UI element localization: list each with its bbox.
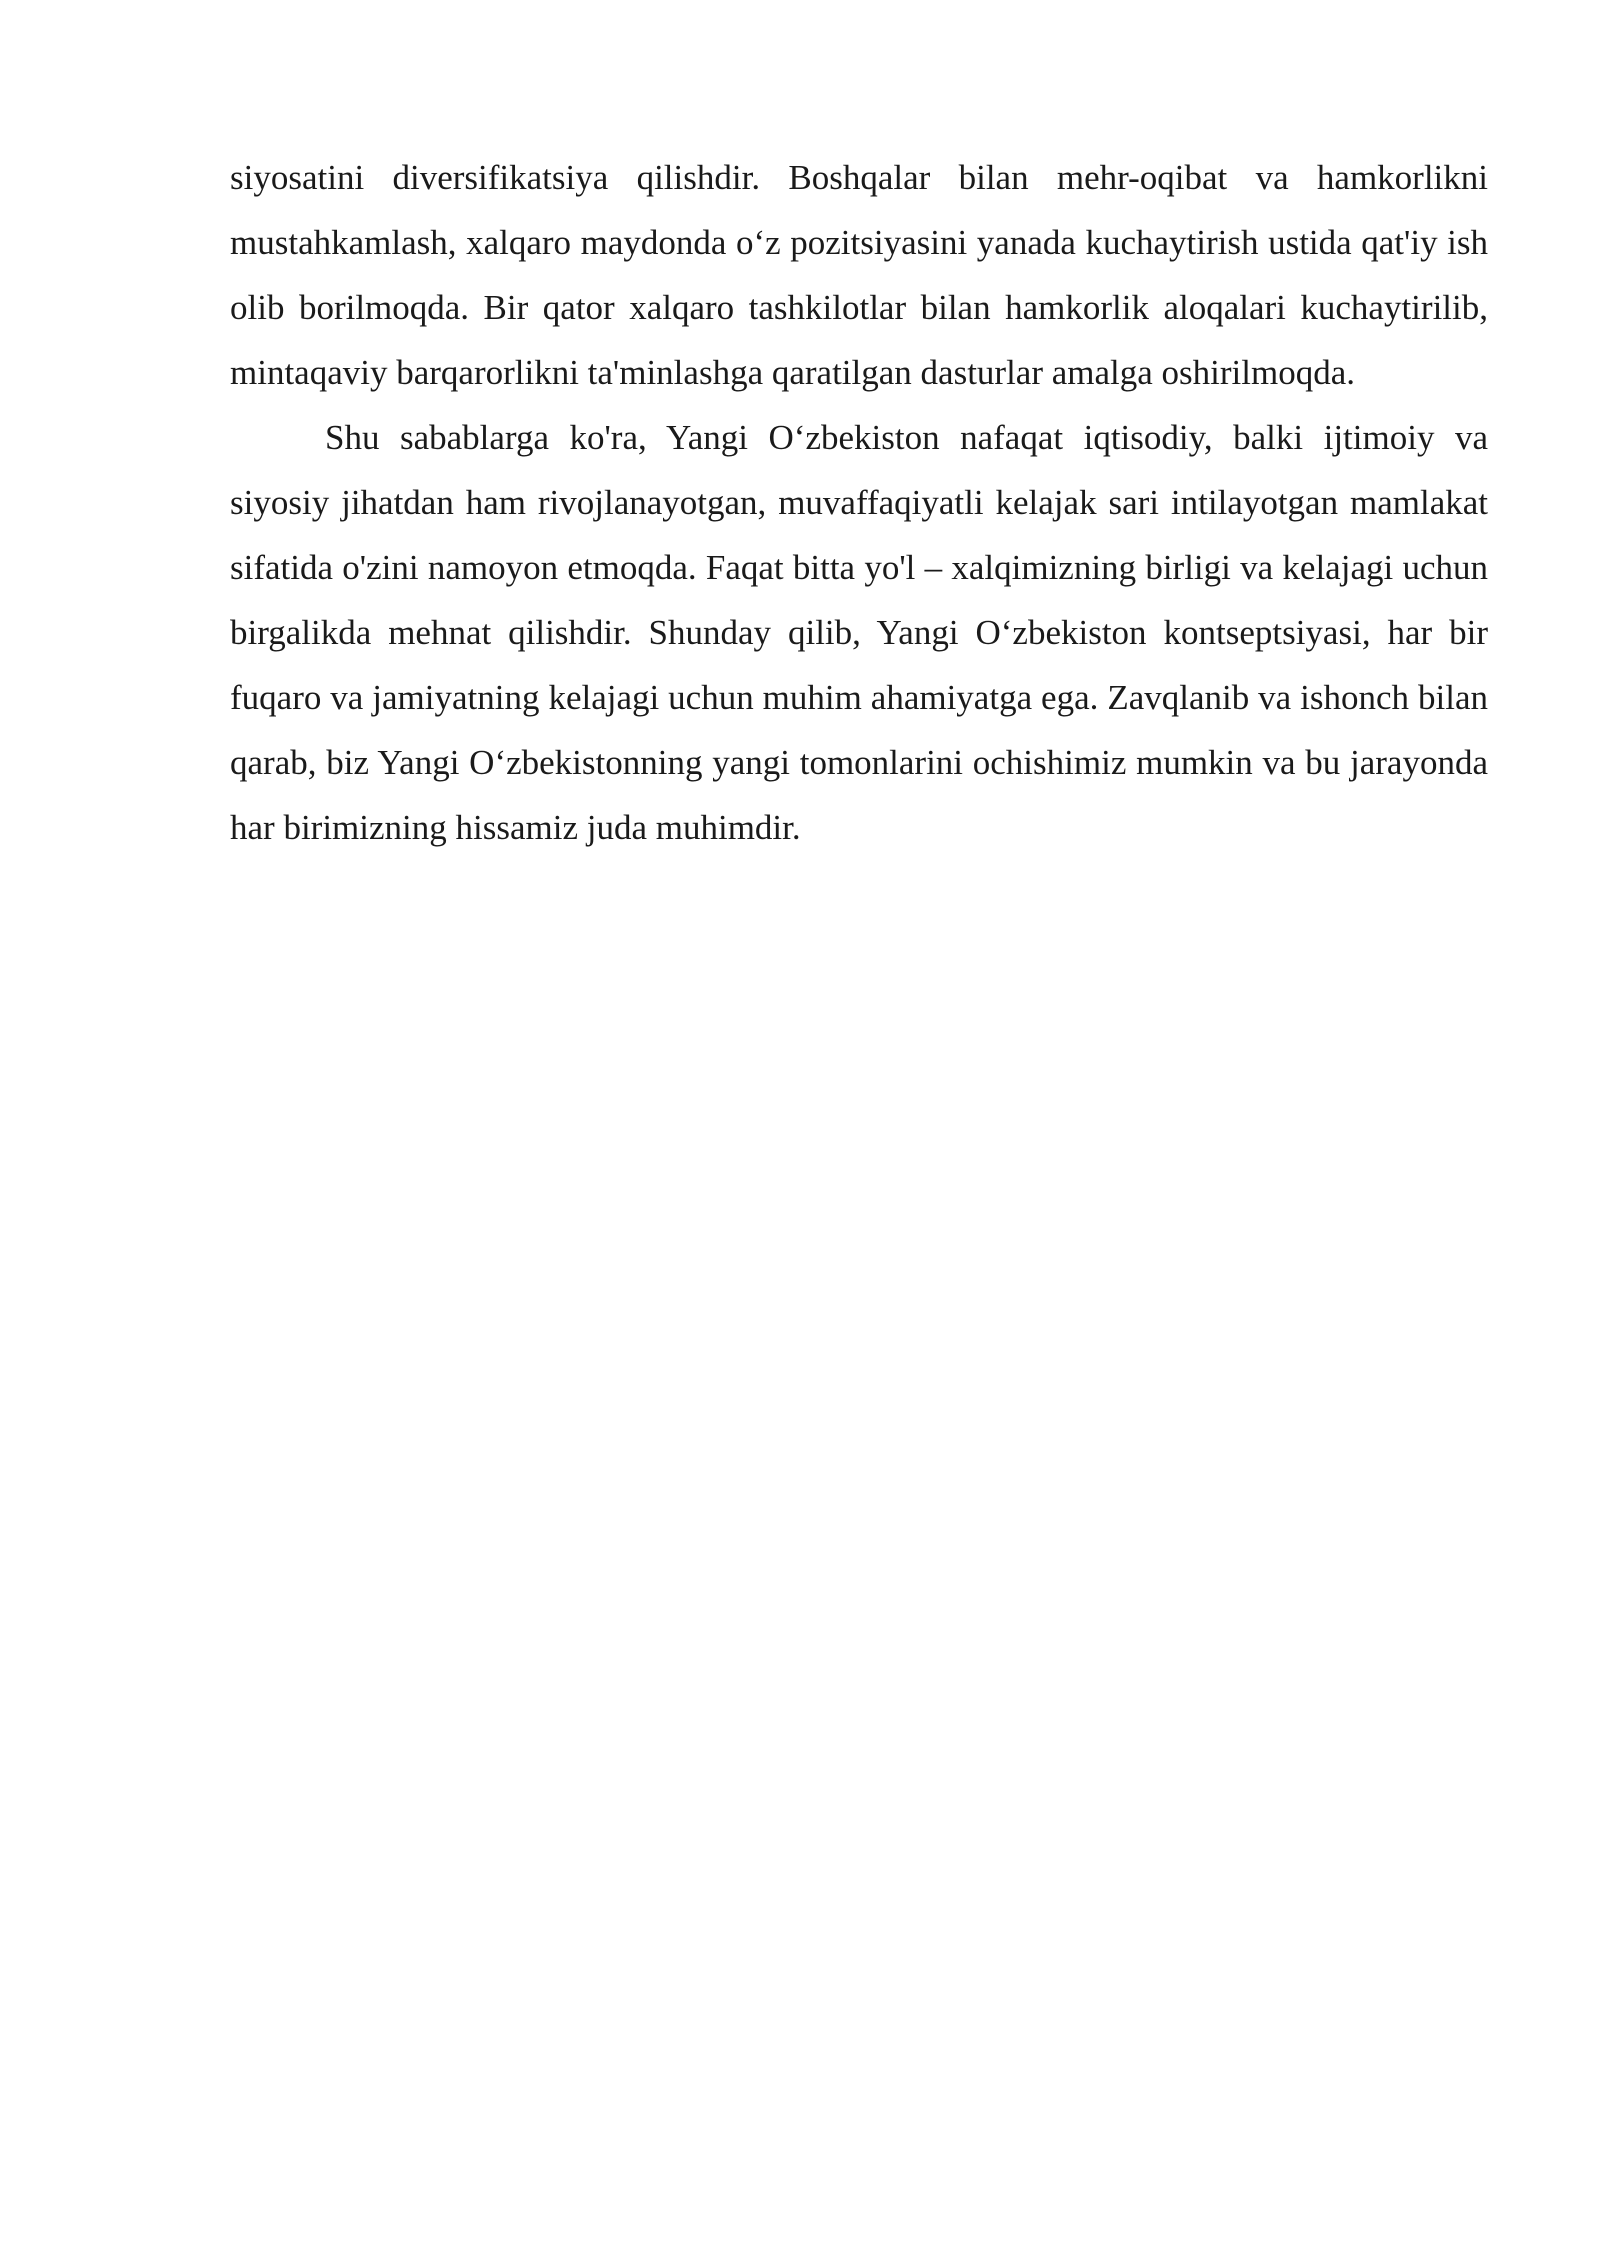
paragraph-continuation: siyosatini diversifikatsiya qilishdir. Boshqalar bilan mehr-oqibat va hamkorlikni mustahkamlash, xalqaro maydonda o‘z pozitsiyasini yanada kuchaytirish ustida qat'iy ish olib borilmoqda. Bir qator xalqaro tashkilotlar bilan hamkorlik aloqalari kuchaytirilib, mintaqaviy barqarorlikni ta'minlashga qaratilgan dasturlar amalga oshirilmoqda. [230,158,1488,392]
document-body [230,145,1488,860]
paragraph-conclusion: Shu sabablarga ko'ra, Yangi O‘zbekiston nafaqat iqtisodiy, balki ijtimoiy va siyosiy jihatdan ham rivojlanayotgan, muvaffaqiyatli kelajak sari intilayotgan mamlakat sifatida o'zini namoyon etmoqda. Faqat bitta yo'l – xalqimizning birligi va kelajagi uchun birgalikda mehnat qilishdir. Shunday qilib, Yangi O‘zbekiston kontseptsiyasi, har bir fuqaro va jamiyatning kelajagi uchun muhim ahamiyatga ega. Zavqlanib va ishonch bilan qarab, biz Yangi O‘zbekistonning yangi tomonlarini ochishimiz mumkin va bu jarayonda har birimizning hissamiz juda muhimdir. [230,418,1488,847]
